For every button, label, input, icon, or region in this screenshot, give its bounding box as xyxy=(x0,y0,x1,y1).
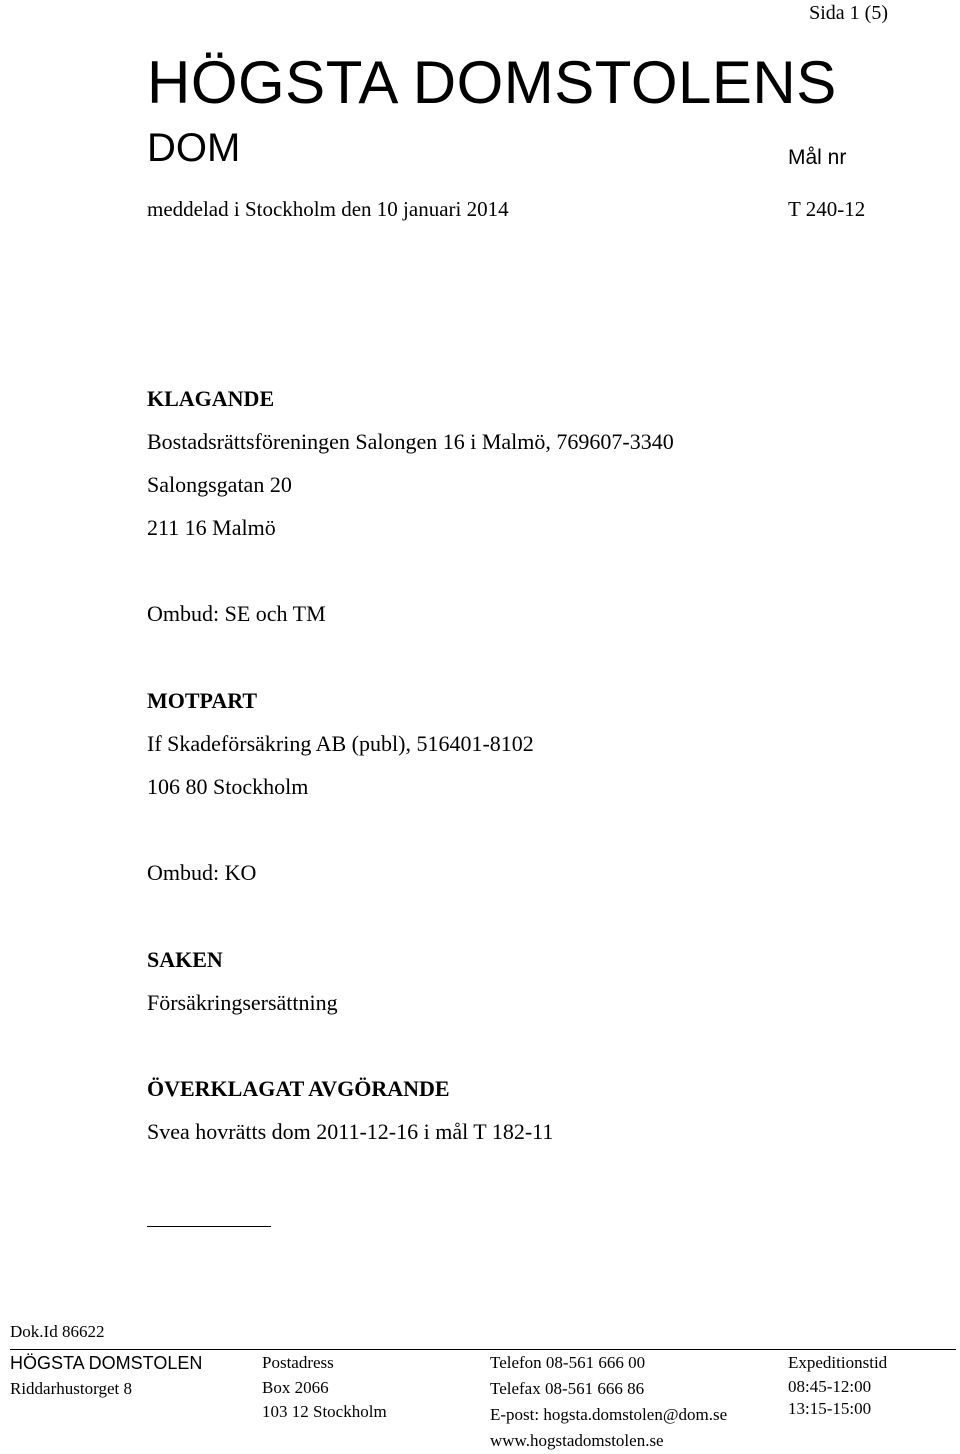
footer-court-column xyxy=(10,1350,202,1402)
document-id: Dok.Id 86622 xyxy=(10,1322,105,1341)
matter-text: Försäkringsersättning xyxy=(147,990,338,1015)
appellant-street: Salongsgatan 20 xyxy=(147,472,292,497)
appellant-heading: KLAGANDE xyxy=(147,386,275,411)
document-type: DOM xyxy=(147,126,241,170)
appellant-counsel: Ombud: SE och TM xyxy=(147,601,326,626)
footer-fax: Telefax 08-561 666 86 xyxy=(490,1379,645,1398)
footer-hours-afternoon: 13:15-15:00 xyxy=(788,1399,872,1418)
respondent-name: If Skadeförsäkring AB (publ), 516401-8102 xyxy=(147,731,534,756)
court-name-title: HÖGSTA DOMSTOLENS xyxy=(147,49,837,116)
respondent-section xyxy=(147,679,534,894)
footer-court-name: HÖGSTA DOMSTOLEN xyxy=(10,1353,203,1373)
page-number: Sida 1 (5) xyxy=(809,2,888,24)
footer-hours-column xyxy=(788,1350,887,1420)
appellant-name: Bostadsrättsföreningen Salongen 16 i Malmö, 769607-3340 xyxy=(147,429,674,454)
footer-postal-city: 103 12 Stockholm xyxy=(262,1402,387,1421)
footer-postal-label: Postadress xyxy=(262,1353,334,1372)
appealed-decision-text: Svea hovrätts dom 2011-12-16 i mål T 182-11 xyxy=(147,1119,554,1144)
footer-email[interactable]: E-post: hogsta.domstolen@dom.se xyxy=(490,1405,728,1424)
case-number: T 240-12 xyxy=(788,197,866,221)
footer-website[interactable]: www.hogstadomstolen.se xyxy=(490,1431,664,1450)
case-number-label: Mål nr xyxy=(788,146,847,169)
footer-hours-morning: 08:45-12:00 xyxy=(788,1377,872,1396)
footer-contact-column xyxy=(490,1350,727,1454)
issued-date-line: meddelad i Stockholm den 10 januari 2014 xyxy=(147,197,509,221)
appellant-postal: 211 16 Malmö xyxy=(147,515,276,540)
divider-rule xyxy=(147,1226,271,1227)
respondent-postal: 106 80 Stockholm xyxy=(147,774,309,799)
respondent-counsel: Ombud: KO xyxy=(147,860,257,885)
footer-street-address: Riddarhustorget 8 xyxy=(10,1379,132,1398)
appealed-decision-heading: ÖVERKLAGAT AVGÖRANDE xyxy=(147,1076,450,1101)
footer-phone: Telefon 08-561 666 00 xyxy=(490,1353,646,1372)
respondent-heading: MOTPART xyxy=(147,688,258,713)
appealed-decision-section xyxy=(147,1067,553,1153)
footer-postal-box: Box 2066 xyxy=(262,1378,329,1397)
matter-heading: SAKEN xyxy=(147,947,223,972)
footer-postal-column xyxy=(262,1350,387,1424)
matter-section xyxy=(147,938,338,1024)
appellant-section xyxy=(147,377,674,635)
footer-hours-label: Expeditionstid xyxy=(788,1353,888,1372)
